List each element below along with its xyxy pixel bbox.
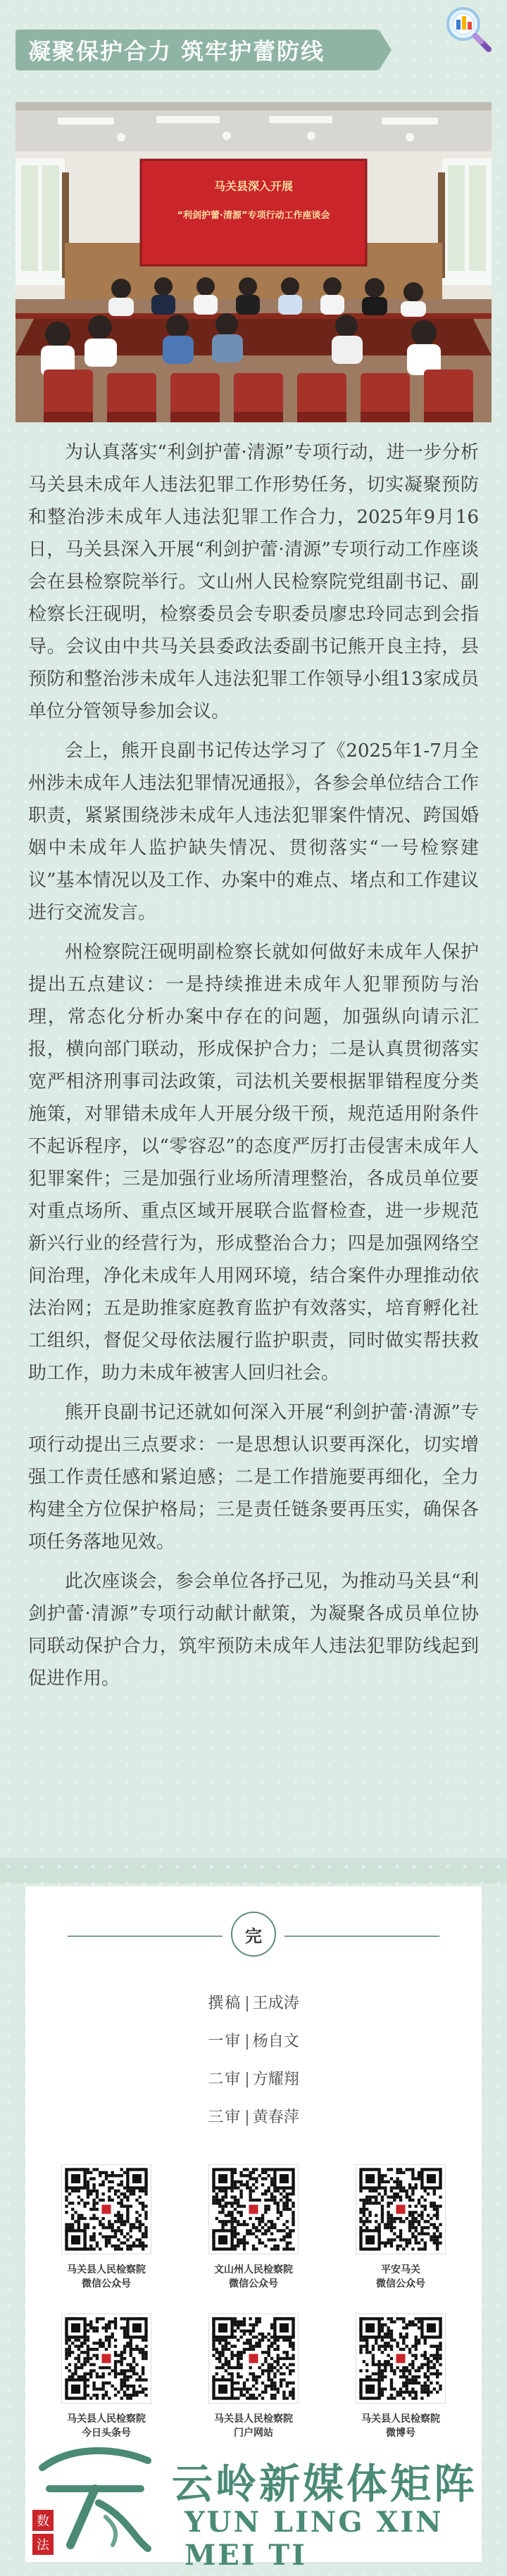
article-paragraph-4: 熊开良副书记还就如何深入开展“利剑护蕾·清源”专项行动提出三点要求：一是思想认识要再深化，切实增强工作责任感和紧迫感；二是工作措施要再细化，全力构建全方位保护格局；三是责任链条要再压实，确保各项任务落地见效。	[28, 1402, 479, 1553]
qr-label: 马关县人民检察院 微信公众号	[67, 2264, 146, 2290]
banner-line-2: “利剑护蕾·清源”专项行动工作座谈会	[177, 210, 330, 221]
article-paragraph-3: 州检察院汪砚明副检察长就如何做好未成年人保护提出五点建议：一是持续推进未成年人犯罪预防与治理，常态化分析办案中存在的问题，加强纵向请示汇报，横向部门联动，形成保护合力；二是认真贯彻落实宽严相济刑事司法政策，司法机关要根据罪错程度分类施策，对罪错未成年人开展分级干预，规范适用附条件不起诉程序，以“零容忍”的态度严厉打击侵害未成年人犯罪案件；三是加强行业场所清理整治，各成员单位要对重点场所、重点区域开展联合监督检查，进一步规范新兴行业的经营行为，形成整治合力；四是加强网络空间治理，净化未成年人用网环境，结合案件办理推动依法治网；五是助推家庭教育监护有效落实，培育孵化社工组织，督促父母依法履行监护职责，同时做实帮扶救助工作，助力未成年被害人回归社会。	[28, 942, 479, 1384]
qr-label: 文山州人民检察院 微信公众号	[214, 2264, 293, 2290]
credits-list	[25, 1985, 482, 2137]
brand-name-en: YUN LING XIN MEI TI	[184, 2506, 444, 2572]
seal-char-2: 法	[37, 2538, 49, 2553]
credit-review-1: 一审 | 杨自文	[208, 2033, 299, 2050]
end-divider-left	[68, 1936, 223, 1937]
banner-line-1: 马关县深入开展	[213, 179, 294, 193]
article-paragraph-5: 此次座谈会，参会单位各抒己见，为推动马关县“利剑护蕾·清源”专项行动献计献策，为凝聚各成员单位协同联动保护合力，筑牢预防未成年人违法犯罪防线起到促进作用。	[28, 1571, 479, 1689]
article-paragraph-1: 为认真落实“利剑护蕾·清源”专项行动，进一步分析马关县未成年人违法犯罪工作形势任务，切实凝聚预防和整治涉未成年人违法犯罪工作合力，2025年9月16日，马关县深入开展“利剑护蕾·清源”专项行动工作座谈会在县检察院举行。文山州人民检察院党组副书记、副检察长汪砚明，检察委员会专职委员廖忠玲同志到会指导。会议由中共马关县委政法委副书记熊开良主持，县预防和整治涉未成年人违法犯罪工作领导小组13家成员单位分管领导参加会议。	[28, 442, 479, 722]
qr-item-5[interactable]	[187, 2313, 320, 2440]
end-mark-badge	[231, 1912, 276, 1957]
qr-label: 马关县人民检察院 门户网站	[214, 2413, 293, 2439]
footer-brand	[0, 2435, 507, 2572]
qr-item-4[interactable]	[39, 2313, 173, 2440]
qr-item-1[interactable]	[39, 2164, 173, 2291]
end-marker	[25, 1912, 482, 1961]
qr-code-icon[interactable]	[356, 2164, 446, 2254]
brand-name-cn: 云岭新媒体矩阵	[172, 2460, 478, 2508]
credit-review-2: 二审 | 方耀翔	[208, 2071, 299, 2088]
qr-label: 马关县人民检察院 微博号	[361, 2413, 440, 2439]
header	[0, 0, 507, 99]
qr-label: 平安马关 微信公众号	[376, 2264, 425, 2290]
qr-code-icon[interactable]	[356, 2313, 446, 2404]
qr-code-icon[interactable]	[61, 2313, 151, 2404]
seal-char-1: 数	[37, 2514, 49, 2529]
page-title: 凝聚保护合力 筑牢护蕾防线	[28, 38, 325, 65]
credit-review-3: 三审 | 黄春萍	[208, 2109, 299, 2126]
magnifier-icon	[442, 3, 494, 55]
qr-code-icon[interactable]	[61, 2164, 151, 2254]
credit-writer: 撰稿 | 王成涛	[208, 1995, 299, 2012]
qr-code-icon[interactable]	[208, 2313, 299, 2404]
article-paragraph-2: 会上，熊开良副书记传达学习了《2025年1-7月全州涉未成年人违法犯罪情况通报》，各参会单位结合工作职责，紧紧围绕涉未成年人违法犯罪案件情况、跨国婚姻中未成年人监护缺失情况、贯彻落实“一号检察建议”基本情况以及工作、办案中的难点、堵点和工作建议进行交流发言。	[28, 740, 479, 923]
title-bar	[15, 30, 379, 70]
qr-item-3[interactable]	[334, 2164, 468, 2291]
qr-item-6[interactable]	[334, 2313, 468, 2440]
yunling-logo-icon	[28, 2439, 162, 2559]
qr-item-2[interactable]	[187, 2164, 320, 2291]
divider-band	[0, 1858, 507, 1883]
qr-code-icon[interactable]	[208, 2164, 299, 2254]
article-body	[28, 436, 479, 1702]
meeting-photo-illustration	[15, 102, 492, 422]
qr-label: 马关县人民检察院 今日头条号	[67, 2413, 146, 2439]
end-divider-right	[284, 1936, 439, 1937]
meeting-photo	[15, 102, 492, 422]
end-mark-text: 完	[245, 1926, 262, 1946]
